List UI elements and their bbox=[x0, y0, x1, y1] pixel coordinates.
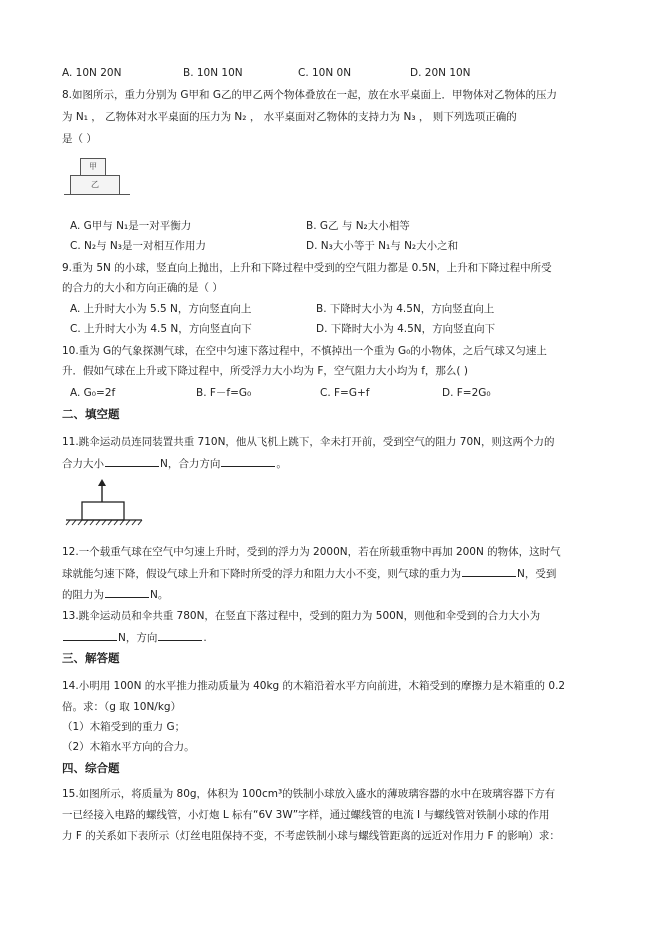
q7-option-b: B. 10N 10N bbox=[183, 67, 243, 79]
q11-box-force-figure bbox=[64, 478, 144, 526]
q13-label-direction: N，方向 bbox=[118, 632, 158, 644]
q10-option-b: B. F－f=G₀ bbox=[196, 387, 252, 399]
q11-label-magnitude: 合力大小 bbox=[62, 458, 104, 470]
q11-blank-magnitude[interactable] bbox=[105, 456, 159, 467]
q10-text-line-1: 10.重为 G的气象探测气球，在空中匀速下落过程中，不慎掉出一个重为 G₀的小物体，之后气球又匀速上 bbox=[62, 345, 547, 357]
q12-label-resistance: N，受到 bbox=[517, 568, 557, 580]
q8-option-d: D. N₃大小等于 N₁与 N₂大小之和 bbox=[306, 240, 459, 252]
q12-label-weight: 球就能匀速下降，假设气球上升和下降时所受的浮力和阻力大小不变，则气球的重力为 bbox=[62, 568, 461, 580]
q12-blank-weight[interactable] bbox=[462, 566, 516, 577]
q11-label-direction: N，合力方向 bbox=[160, 458, 221, 470]
q10-option-c: C. F=G+f bbox=[320, 387, 370, 399]
q7-option-d: D. 20N 10N bbox=[410, 67, 471, 79]
q15-text-line-3: 力 F 的关系如下表所示（灯丝电阻保持不变，不考虑铁制小球与螺线管距离的远近对作用力 F 的影响）求： bbox=[62, 830, 560, 842]
q12-blank-resistance[interactable] bbox=[105, 587, 149, 598]
q8-option-b: B. G乙 与 N₂大小相等 bbox=[306, 220, 410, 232]
q13-blank-magnitude[interactable] bbox=[63, 630, 117, 641]
box-on-ground-icon bbox=[64, 478, 144, 526]
q9-text-line-2: 的合力的大小和方向正确的是（ ） bbox=[62, 282, 223, 294]
q11-text-line-1: 11.跳伞运动员连同装置共重 710N，他从飞机上跳下，伞未打开前，受到空气的阻力 70N，则这两个力的 bbox=[62, 436, 555, 448]
q8-text-line-3: 是（ ） bbox=[62, 133, 97, 145]
q9-option-c: C. 上升时大小为 4.5 N，方向竖直向下 bbox=[70, 323, 252, 335]
q12-text-line-1: 12.一个载重气球在空气中匀速上升时，受到的浮力为 2000N，若在所载重物中再加 200N 的物体，这时气 bbox=[62, 546, 561, 558]
section-heading-comprehensive: 四、综合题 bbox=[62, 761, 120, 775]
section-heading-answer: 三、解答题 bbox=[62, 651, 120, 665]
q8-text-line-2: 为 N₁ ， 乙物体对水平桌面的压力为 N₂ ， 水平桌面对乙物体的支持力为 N₃ ， 则下列选项正确的 bbox=[62, 111, 517, 123]
q12-end: N。 bbox=[150, 589, 169, 601]
q12-text-line-3 bbox=[62, 587, 168, 602]
q9-option-a: A. 上升时大小为 5.5 N，方向竖直向上 bbox=[70, 303, 252, 315]
q9-option-b: B. 下降时大小为 4.5N，方向竖直向上 bbox=[316, 303, 495, 315]
block-yi: 乙 bbox=[70, 175, 120, 195]
block-jia: 甲 bbox=[80, 158, 106, 176]
q14-text-line-4: （2）木箱水平方向的合力。 bbox=[62, 741, 195, 753]
q9-text-line-1: 9.重为 5N 的小球，竖直向上抛出，上升和下降过程中受到的空气阻力都是 0.5N，上升和下降过程中所受 bbox=[62, 262, 552, 274]
q13-text-line-1: 13.跳伞运动员和伞共重 780N，在竖直下落过程中，受到的阻力为 500N，则他和伞受到的合力大小为 bbox=[62, 610, 541, 622]
q10-option-a: A. G₀=2f bbox=[70, 387, 116, 399]
q11-blank-direction[interactable] bbox=[221, 456, 275, 467]
q8-option-a: A. G甲与 N₁是一对平衡力 bbox=[70, 220, 192, 232]
q8-text-line-1: 8.如图所示，重力分别为 G甲和 G乙的甲乙两个物体叠放在一起，放在水平桌面上．甲物体对乙物体的压力 bbox=[62, 89, 557, 101]
q14-text-line-3: （1）木箱受到的重力 G； bbox=[62, 721, 186, 733]
q15-text-line-2: 一已经接入电路的螺线管，小灯炮 L 标有“6V 3W”字样，通过螺线管的电流 I 与螺线管对铁制小球的作用 bbox=[62, 809, 550, 821]
q12-text-line-2 bbox=[62, 566, 556, 581]
q8-stacked-blocks-figure bbox=[64, 158, 134, 200]
q11-end: 。 bbox=[276, 458, 287, 470]
q14-text-line-2: 倍。求：（g 取 10N/kg） bbox=[62, 701, 182, 713]
q13-end: . bbox=[203, 632, 207, 644]
section-heading-fill-in: 二、填空题 bbox=[62, 407, 120, 421]
q14-text-line-1: 14.小明用 100N 的水平推力推动质量为 40kg 的木箱沿着水平方向前进，木箱受到的摩擦力是木箱重的 0.2 bbox=[62, 680, 566, 692]
q13-blank-direction[interactable] bbox=[158, 630, 202, 641]
q10-option-d: D. F=2G₀ bbox=[442, 387, 491, 399]
q9-option-d: D. 下降时大小为 4.5N，方向竖直向下 bbox=[316, 323, 496, 335]
q13-text-line-2 bbox=[62, 630, 207, 645]
q8-option-c: C. N₂与 N₃是一对相互作用力 bbox=[70, 240, 206, 252]
q11-text-line-2 bbox=[62, 456, 287, 471]
q7-option-c: C. 10N 0N bbox=[298, 67, 352, 79]
q15-text-line-1: 15.如图所示，将质量为 80g，体积为 100cm³的铁制小球放入盛水的薄玻璃容器的水中在玻璃容器下方有 bbox=[62, 788, 556, 800]
q7-option-a: A. 10N 20N bbox=[62, 67, 122, 79]
q12-label-resistance-2: 的阻力为 bbox=[62, 589, 104, 601]
table-surface bbox=[64, 194, 130, 195]
q10-text-line-2: 升．假如气球在上升或下降过程中，所受浮力大小均为 F，空气阻力大小均为 f，那么( ) bbox=[62, 365, 468, 377]
